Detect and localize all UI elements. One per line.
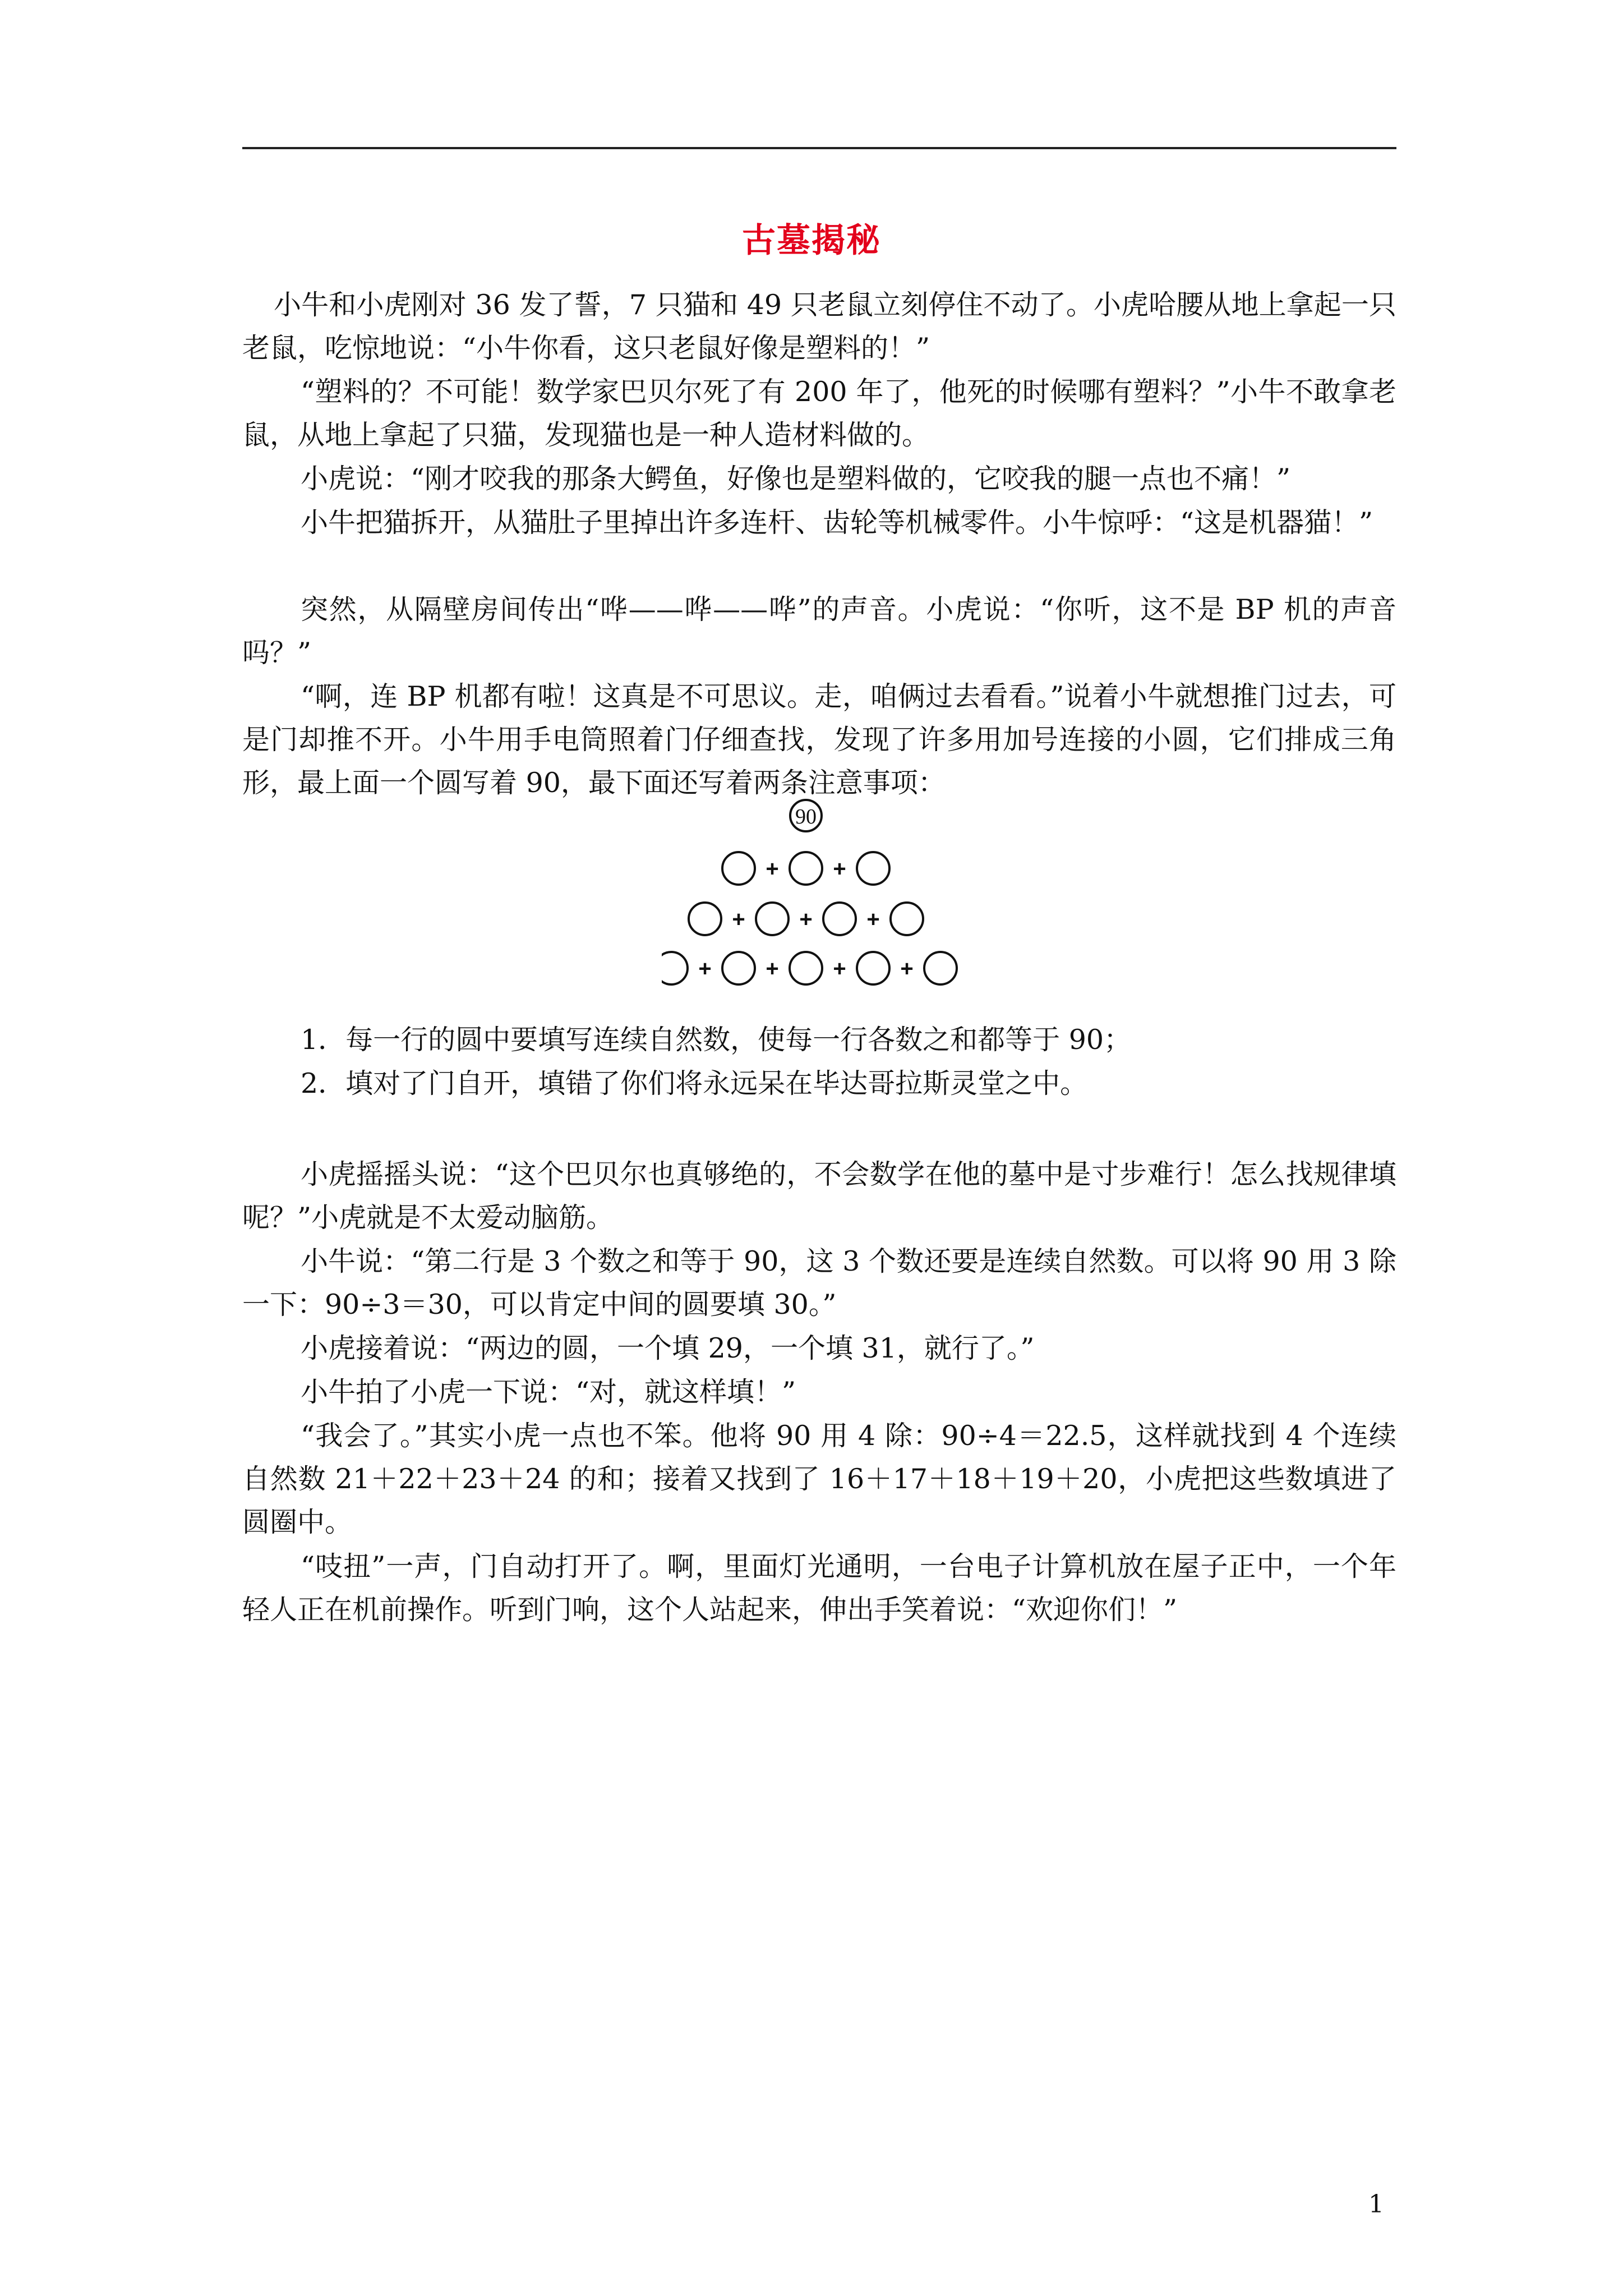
pyramid-circle — [891, 903, 923, 935]
header-rule — [242, 147, 1396, 149]
paragraph-6: “啊，连 BP 机都有啦！这真是不可思议。走，咱俩过去看看。”说着小牛就想推门过去，可是门却推不开。小牛用手电筒照着门仔细查找，发现了许多用加号连接的小圆，它们排成三角形，最上面一个圆写着 90，最下面还写着两条注意事项： — [242, 680, 1396, 799]
pyramid-circle — [790, 852, 822, 885]
page-number: 1 — [1368, 2190, 1384, 2219]
pyramid-plus-sign: + — [766, 857, 779, 881]
paragraph-11: “我会了。”其实小虎一点也不笨。他将 90 用 4 除：90÷4＝22.5，这样就找到 4 个连续自然数 21＋22＋23＋24 的和；接着又找到了 16＋17＋18＋19＋20，小虎把这些数填进了圆圈中。 — [242, 1420, 1396, 1538]
pyramid-circle — [857, 852, 889, 885]
paragraph-12: “吱扭”一声，门自动打开了。啊，里面灯光通明，一台电子计算机放在屋子正中，一个年轻人正在机前操作。听到门响，这个人站起来，伸出手笑着说：“欢迎你们！” — [242, 1550, 1396, 1626]
pyramid-top-circle — [790, 800, 822, 831]
paragraph-7: 小虎摇摇头说：“这个巴贝尔也真够绝的，不会数学在他的墓中是寸步难行！怎么找规律填呢？”小虎就是不太爱动脑筋。 — [242, 1158, 1396, 1234]
paragraph-9: 小虎接着说：“两边的圆，一个填 29，一个填 31，就行了。” — [301, 1332, 1035, 1364]
pyramid-plus-sign: + — [900, 956, 914, 981]
pyramid-circle — [689, 903, 721, 935]
note-1: 1．每一行的圆中要填写连续自然数，使每一行各数之和都等于 90； — [301, 1024, 1132, 1056]
pyramid-circle — [790, 952, 822, 984]
pyramid-circle — [722, 952, 755, 984]
pyramid-plus-sign: + — [766, 956, 779, 981]
pyramid-circle — [756, 903, 789, 935]
pyramid-plus-sign: + — [833, 956, 846, 981]
pyramid-plus-sign: + — [866, 907, 880, 932]
pyramid-circle — [662, 952, 688, 984]
pyramid-plus-sign: + — [799, 907, 813, 932]
number-pyramid — [662, 797, 998, 1010]
paragraph-10: 小牛拍了小虎一下说：“对，就这样填！” — [301, 1376, 796, 1408]
pyramid-top-value: 90 — [795, 805, 817, 829]
pyramid-circle — [857, 952, 889, 984]
pyramid-plus-sign: + — [698, 956, 712, 981]
pyramid-plus-sign: + — [732, 907, 745, 932]
paragraph-2: “塑料的？不可能！数学家巴贝尔死了有 200 年了，他死的时候哪有塑料？”小牛不敢拿老鼠，从地上拿起了只猫，发现猫也是一种人造材料做的。 — [242, 376, 1396, 451]
pyramid-circle — [722, 852, 755, 885]
pyramid-plus-sign: + — [833, 857, 846, 881]
pyramid-circle — [823, 903, 856, 935]
pyramid-circle — [924, 952, 957, 984]
paragraph-5: 突然，从隔壁房间传出“哗——哗——哗”的声音。小虎说：“你听，这不是 BP 机的声音吗？” — [242, 593, 1397, 669]
paragraph-8: 小牛说：“第二行是 3 个数之和等于 90，这 3 个数还要是连续自然数。可以将 90 用 3 除一下：90÷3＝30，可以肯定中间的圆要填 30。” — [242, 1245, 1396, 1320]
paragraph-4: 小牛把猫拆开，从猫肚子里掉出许多连杆、齿轮等机械零件。小牛惊呼：“这是机器猫！” — [301, 507, 1373, 539]
paragraph-1: 小牛和小虎刚对 36 发了誓，7 只猫和 49 只老鼠立刻停住不动了。小虎哈腰从地上拿起一只老鼠，吃惊地说：“小牛你看，这只老鼠好像是塑料的！” — [242, 289, 1396, 364]
paragraph-3: 小虎说：“刚才咬我的那条大鳄鱼，好像也是塑料做的，它咬我的腿一点也不痛！” — [301, 463, 1291, 495]
note-2: 2．填对了门自开，填错了你们将永远呆在毕达哥拉斯灵堂之中。 — [301, 1068, 1088, 1099]
page-title: 古墓揭秘 — [742, 221, 881, 260]
